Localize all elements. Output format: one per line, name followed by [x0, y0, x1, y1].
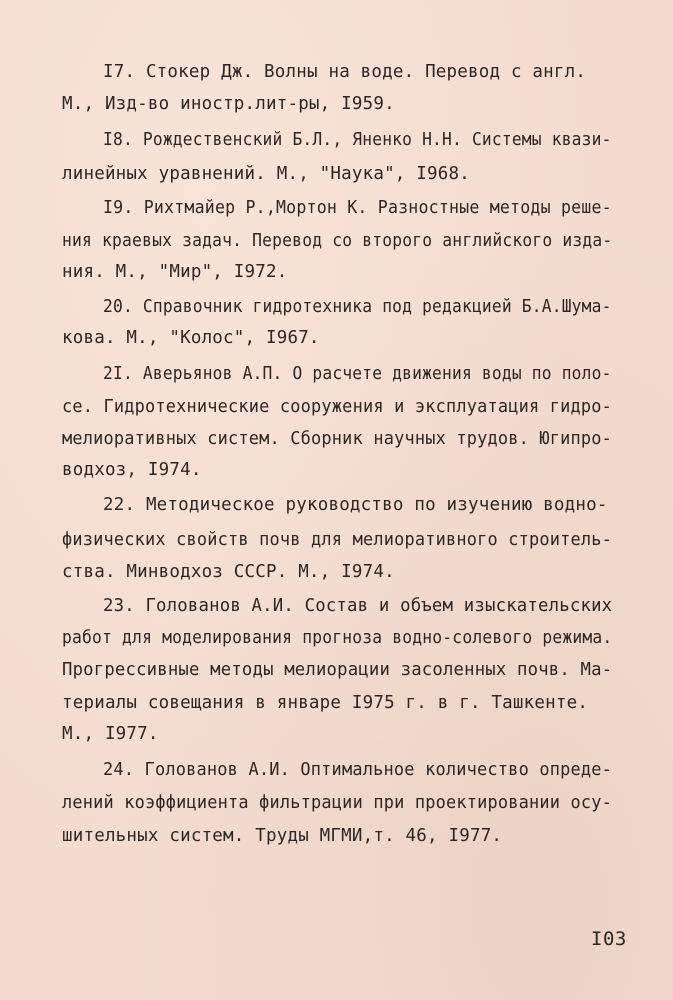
reference-23-line-5: М., I977. [62, 724, 159, 744]
reference-21-line-4: водхоз, I974. [62, 460, 202, 480]
reference-20-line-1: 20. Справочник гидротехника под редакцией Б.А.Шума- [103, 297, 612, 317]
reference-21-line-2: се. Гидротехнические сооружения и эксплуатация гидро- [62, 397, 613, 417]
reference-21-line-3: мелиоративных систем. Сборник научных трудов. Югипро- [62, 429, 613, 449]
reference-22-line-2: физических свойств почв для мелиоративного строитель- [62, 530, 613, 550]
reference-23-line-4: териалы совещания в январе I975 г. в г. Ташкенте. [62, 693, 589, 713]
page-number: I03 [591, 928, 627, 950]
reference-17-line-2: М., Изд-во иностр.лит-ры, I959. [62, 94, 395, 114]
reference-17-line-1: I7. Стокер Дж. Волны на воде. Перевод с англ. [103, 62, 587, 82]
reference-19-line-3: ния. М., "Мир", I972. [62, 262, 288, 282]
reference-19-line-2: ния краевых задач. Перевод со второго английского изда- [62, 231, 613, 251]
reference-18-line-2: линейных уравнений. М., "Наука", I968. [62, 164, 470, 184]
reference-18-line-1: I8. Рождественский Б.Л., Яненко Н.Н. Системы квази- [103, 130, 612, 150]
reference-23-line-1: 23. Голованов А.И. Состав и объем изыскательских [103, 596, 613, 616]
reference-22-line-3: ства. Минводхоз СССР. М., I974. [62, 562, 395, 582]
reference-22-line-1: 22. Методическое руководство по изучению водно- [103, 495, 608, 515]
reference-20-line-2: кова. М., "Колос", I967. [62, 328, 320, 348]
reference-24-line-1: 24. Голованов А.И. Оптимальное количество опреде- [103, 760, 613, 780]
reference-24-line-2: лений коэффициента фильтрации при проектировании осу- [62, 793, 613, 813]
reference-23-line-3: Прогрессивные методы мелиорации засоленных почв. Ма- [62, 660, 613, 680]
reference-21-line-1: 2I. Аверьянов А.П. О расчете движения воды по поло- [103, 364, 612, 384]
reference-19-line-1: I9. Рихтмайер Р.,Мортон К. Разностные методы реше- [103, 198, 612, 218]
reference-24-line-3: шительных систем. Труды МГМИ,т. 46, I977. [62, 826, 503, 846]
reference-23-line-2: работ для моделирования прогноза водно-солевого режима. [62, 628, 613, 648]
